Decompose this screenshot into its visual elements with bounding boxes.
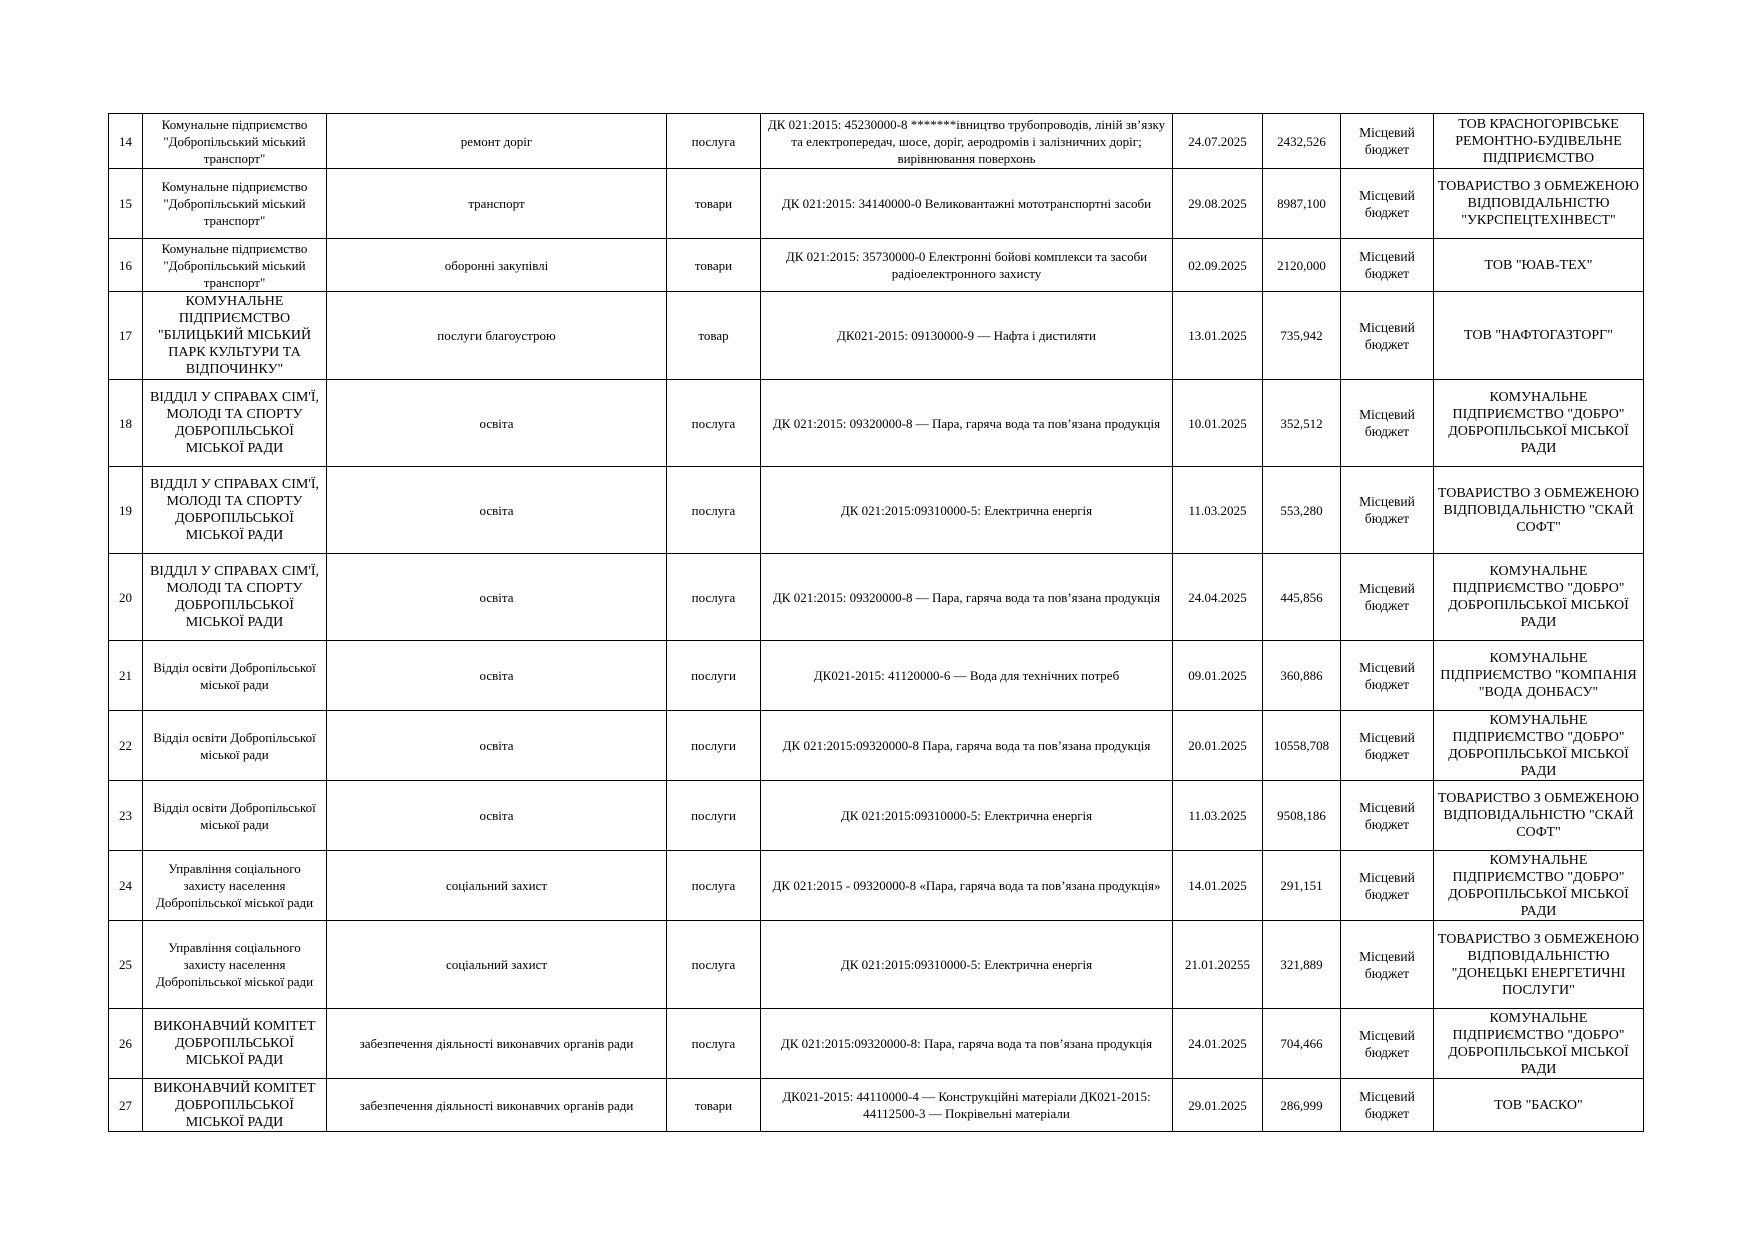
budget-source-cell: Місцевий бюджет [1341,292,1434,380]
amount-cell: 291,151 [1263,851,1341,921]
purpose-cell: забезпечення діяльності виконавчих органів ради [327,1079,667,1132]
row-number: 14 [109,114,143,169]
amount-cell: 2432,526 [1263,114,1341,169]
cpv-code-cell: ДК 021:2015:09310000-5: Електрична енергія [761,781,1173,851]
procurement-type-cell: послуги [667,781,761,851]
cpv-code-cell: ДК 021:2015:09320000-8: Пара, гаряча вода та пов’язана продукція [761,1009,1173,1079]
supplier-cell: ТОВ "БАСКО" [1434,1079,1644,1132]
procurement-type-cell: товари [667,1079,761,1132]
organization-cell: Управління соціального захисту населення Добропільської міської ради [143,921,327,1009]
budget-source-cell: Місцевий бюджет [1341,781,1434,851]
row-number: 21 [109,641,143,711]
supplier-cell: КОМУНАЛЬНЕ ПІДПРИЄМСТВО "ДОБРО" ДОБРОПІЛЬСЬКОЇ МІСЬКОЇ РАДИ [1434,711,1644,781]
supplier-cell: ТОВ "НАФТОГАЗТОРГ" [1434,292,1644,380]
purpose-cell: освіта [327,781,667,851]
supplier-cell: КОМУНАЛЬНЕ ПІДПРИЄМСТВО "ДОБРО" ДОБРОПІЛЬСЬКОЇ МІСЬКОЇ РАДИ [1434,1009,1644,1079]
budget-source-cell: Місцевий бюджет [1341,467,1434,554]
amount-cell: 8987,100 [1263,169,1341,239]
organization-cell: ВІДДІЛ У СПРАВАХ СІМ'Ї, МОЛОДІ ТА СПОРТУ ДОБРОПІЛЬСЬКОЇ МІСЬКОЇ РАДИ [143,467,327,554]
date-cell: 24.07.2025 [1173,114,1263,169]
cpv-code-cell: ДК 021:2015: 09320000-8 — Пара, гаряча вода та пов’язана продукція [761,380,1173,467]
table-row [109,921,1644,1009]
table-row [109,380,1644,467]
cpv-code-cell: ДК 021:2015: 09320000-8 — Пара, гаряча вода та пов’язана продукція [761,554,1173,641]
amount-cell: 9508,186 [1263,781,1341,851]
amount-cell: 10558,708 [1263,711,1341,781]
supplier-cell: ТОВАРИСТВО З ОБМЕЖЕНОЮ ВІДПОВІДАЛЬНІСТЮ "ДОНЕЦЬКІ ЕНЕРГЕТИЧНІ ПОСЛУГИ" [1434,921,1644,1009]
purpose-cell: забезпечення діяльності виконавчих органів ради [327,1009,667,1079]
table-row [109,239,1644,292]
date-cell: 24.04.2025 [1173,554,1263,641]
purpose-cell: освіта [327,641,667,711]
date-cell: 24.01.2025 [1173,1009,1263,1079]
amount-cell: 445,856 [1263,554,1341,641]
cpv-code-cell: ДК 021:2015: 34140000-0 Великовантажні мототранспортні засоби [761,169,1173,239]
date-cell: 09.01.2025 [1173,641,1263,711]
cpv-code-cell: ДК 021:2015:09310000-5: Електрична енергія [761,921,1173,1009]
purpose-cell: освіта [327,467,667,554]
row-number: 23 [109,781,143,851]
amount-cell: 2120,000 [1263,239,1341,292]
budget-source-cell: Місцевий бюджет [1341,554,1434,641]
table-row [109,1009,1644,1079]
cpv-code-cell: ДК 021:2015: 45230000-8 *******івництво трубопроводів, ліній зв’язку та електропередач, шосе, доріг, аеродромів і залізничних доріг; вирівнювання поверхонь [761,114,1173,169]
organization-cell: Комунальне підприємство "Добропільський міський транспорт" [143,239,327,292]
procurement-type-cell: товари [667,239,761,292]
procurement-type-cell: послуга [667,851,761,921]
amount-cell: 286,999 [1263,1079,1341,1132]
row-number: 15 [109,169,143,239]
budget-source-cell: Місцевий бюджет [1341,169,1434,239]
cpv-code-cell: ДК 021:2015:09320000-8 Пара, гаряча вода та пов’язана продукція [761,711,1173,781]
table-row [109,554,1644,641]
budget-source-cell: Місцевий бюджет [1341,239,1434,292]
date-cell: 13.01.2025 [1173,292,1263,380]
date-cell: 02.09.2025 [1173,239,1263,292]
purpose-cell: соціальний захист [327,921,667,1009]
budget-source-cell: Місцевий бюджет [1341,851,1434,921]
supplier-cell: КОМУНАЛЬНЕ ПІДПРИЄМСТВО "КОМПАНІЯ "ВОДА ДОНБАСУ" [1434,641,1644,711]
supplier-cell: КОМУНАЛЬНЕ ПІДПРИЄМСТВО "ДОБРО" ДОБРОПІЛЬСЬКОЇ МІСЬКОЇ РАДИ [1434,554,1644,641]
procurement-type-cell: послуга [667,467,761,554]
budget-source-cell: Місцевий бюджет [1341,114,1434,169]
cpv-code-cell: ДК021-2015: 09130000-9 — Нафта і дистиляти [761,292,1173,380]
table-body [109,114,1644,1132]
table-row [109,169,1644,239]
row-number: 27 [109,1079,143,1132]
procurement-type-cell: послуга [667,1009,761,1079]
budget-source-cell: Місцевий бюджет [1341,1079,1434,1132]
organization-cell: Відділ освіти Добропільської міської ради [143,641,327,711]
purpose-cell: соціальний захист [327,851,667,921]
purpose-cell: оборонні закупівлі [327,239,667,292]
purpose-cell: ремонт доріг [327,114,667,169]
procurement-type-cell: послуга [667,114,761,169]
supplier-cell: КОМУНАЛЬНЕ ПІДПРИЄМСТВО "ДОБРО" ДОБРОПІЛЬСЬКОЇ МІСЬКОЇ РАДИ [1434,380,1644,467]
supplier-cell: ТОВАРИСТВО З ОБМЕЖЕНОЮ ВІДПОВІДАЛЬНІСТЮ "УКРСПЕЦТЕХІНВЕСТ" [1434,169,1644,239]
organization-cell: Управління соціального захисту населення Добропільської міської ради [143,851,327,921]
table-row [109,851,1644,921]
table-row [109,292,1644,380]
supplier-cell: ТОВ КРАСНОГОРІВСЬКЕ РЕМОНТНО-БУДІВЕЛЬНЕ ПІДПРИЄМСТВО [1434,114,1644,169]
organization-cell: ВИКОНАВЧИЙ КОМІТЕТ ДОБРОПІЛЬСЬКОЇ МІСЬКОЇ РАДИ [143,1079,327,1132]
procurement-type-cell: послуга [667,554,761,641]
procurement-table [108,113,1644,1132]
budget-source-cell: Місцевий бюджет [1341,1009,1434,1079]
organization-cell: КОМУНАЛЬНЕ ПІДПРИЄМСТВО "БІЛИЦЬКИЙ МІСЬКИЙ ПАРК КУЛЬТУРИ ТА ВІДПОЧИНКУ" [143,292,327,380]
supplier-cell: ТОВАРИСТВО З ОБМЕЖЕНОЮ ВІДПОВІДАЛЬНІСТЮ "СКАЙ СОФТ" [1434,781,1644,851]
row-number: 26 [109,1009,143,1079]
row-number: 16 [109,239,143,292]
procurement-type-cell: товари [667,169,761,239]
organization-cell: ВИКОНАВЧИЙ КОМІТЕТ ДОБРОПІЛЬСЬКОЇ МІСЬКОЇ РАДИ [143,1009,327,1079]
table-row [109,467,1644,554]
cpv-code-cell: ДК 021:2015: 35730000-0 Електронні бойові комплекси та засоби радіоелектронного захисту [761,239,1173,292]
supplier-cell: ТОВ "ЮАВ-ТЕХ" [1434,239,1644,292]
amount-cell: 360,886 [1263,641,1341,711]
date-cell: 20.01.2025 [1173,711,1263,781]
budget-source-cell: Місцевий бюджет [1341,641,1434,711]
row-number: 19 [109,467,143,554]
organization-cell: Комунальне підприємство "Добропільський міський транспорт" [143,114,327,169]
table-row [109,781,1644,851]
date-cell: 29.08.2025 [1173,169,1263,239]
organization-cell: ВІДДІЛ У СПРАВАХ СІМ'Ї, МОЛОДІ ТА СПОРТУ ДОБРОПІЛЬСЬКОЇ МІСЬКОЇ РАДИ [143,554,327,641]
budget-source-cell: Місцевий бюджет [1341,921,1434,1009]
date-cell: 11.03.2025 [1173,781,1263,851]
organization-cell: Відділ освіти Добропільської міської ради [143,711,327,781]
amount-cell: 352,512 [1263,380,1341,467]
procurement-type-cell: послуги [667,711,761,781]
date-cell: 10.01.2025 [1173,380,1263,467]
date-cell: 14.01.2025 [1173,851,1263,921]
amount-cell: 321,889 [1263,921,1341,1009]
table-row [109,1079,1644,1132]
cpv-code-cell: ДК021-2015: 44110000-4 — Конструкційні матеріали ДК021-2015: 44112500-3 — Покрівельні матеріали [761,1079,1173,1132]
organization-cell: Відділ освіти Добропільської міської ради [143,781,327,851]
table-row [109,114,1644,169]
row-number: 24 [109,851,143,921]
purpose-cell: освіта [327,380,667,467]
amount-cell: 735,942 [1263,292,1341,380]
row-number: 17 [109,292,143,380]
date-cell: 11.03.2025 [1173,467,1263,554]
supplier-cell: ТОВАРИСТВО З ОБМЕЖЕНОЮ ВІДПОВІДАЛЬНІСТЮ "СКАЙ СОФТ" [1434,467,1644,554]
purpose-cell: освіта [327,711,667,781]
table-row [109,641,1644,711]
organization-cell: ВІДДІЛ У СПРАВАХ СІМ'Ї, МОЛОДІ ТА СПОРТУ ДОБРОПІЛЬСЬКОЇ МІСЬКОЇ РАДИ [143,380,327,467]
date-cell: 29.01.2025 [1173,1079,1263,1132]
purpose-cell: освіта [327,554,667,641]
procurement-type-cell: послуги [667,641,761,711]
organization-cell: Комунальне підприємство "Добропільський міський транспорт" [143,169,327,239]
amount-cell: 553,280 [1263,467,1341,554]
purpose-cell: транспорт [327,169,667,239]
supplier-cell: КОМУНАЛЬНЕ ПІДПРИЄМСТВО "ДОБРО" ДОБРОПІЛЬСЬКОЇ МІСЬКОЇ РАДИ [1434,851,1644,921]
table-row [109,711,1644,781]
purpose-cell: послуги благоустрою [327,292,667,380]
date-cell: 21.01.20255 [1173,921,1263,1009]
cpv-code-cell: ДК021-2015: 41120000-6 — Вода для технічних потреб [761,641,1173,711]
procurement-type-cell: товар [667,292,761,380]
budget-source-cell: Місцевий бюджет [1341,380,1434,467]
amount-cell: 704,466 [1263,1009,1341,1079]
cpv-code-cell: ДК 021:2015:09310000-5: Електрична енергія [761,467,1173,554]
procurement-type-cell: послуга [667,380,761,467]
row-number: 18 [109,380,143,467]
row-number: 20 [109,554,143,641]
row-number: 22 [109,711,143,781]
row-number: 25 [109,921,143,1009]
budget-source-cell: Місцевий бюджет [1341,711,1434,781]
procurement-type-cell: послуга [667,921,761,1009]
cpv-code-cell: ДК 021:2015 - 09320000-8 «Пара, гаряча вода та пов’язана продукція» [761,851,1173,921]
